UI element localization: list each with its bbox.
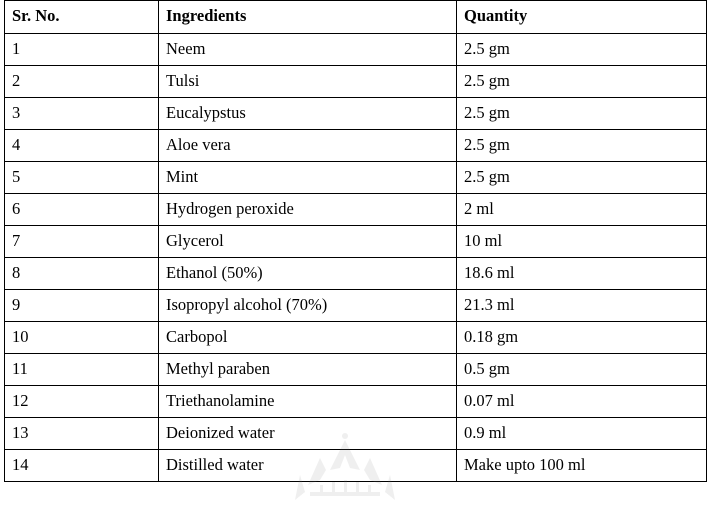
table-row (5, 34, 707, 66)
cell-ingredient: Triethanolamine (159, 386, 457, 418)
cell-quantity: 2.5 gm (457, 34, 707, 66)
table-row (5, 322, 707, 354)
cell-quantity: 10 ml (457, 226, 707, 258)
cell-sr-no: 12 (5, 386, 159, 418)
cell-sr-no: 10 (5, 322, 159, 354)
ingredients-table (4, 0, 707, 482)
cell-ingredient: Isopropyl alcohol (70%) (159, 290, 457, 322)
cell-sr-no: 4 (5, 130, 159, 162)
cell-ingredient: Deionized water (159, 418, 457, 450)
cell-sr-no: 3 (5, 98, 159, 130)
cell-quantity: 2.5 gm (457, 162, 707, 194)
header-quantity: Quantity (457, 1, 707, 34)
table-row (5, 130, 707, 162)
table-row (5, 66, 707, 98)
cell-ingredient: Ethanol (50%) (159, 258, 457, 290)
cell-quantity: 2 ml (457, 194, 707, 226)
cell-ingredient: Tulsi (159, 66, 457, 98)
table-row (5, 98, 707, 130)
cell-ingredient: Aloe vera (159, 130, 457, 162)
table-row (5, 162, 707, 194)
cell-quantity: 18.6 ml (457, 258, 707, 290)
cell-ingredient: Hydrogen peroxide (159, 194, 457, 226)
cell-ingredient: Distilled water (159, 450, 457, 482)
header-ingredients: Ingredients (159, 1, 457, 34)
table-row (5, 418, 707, 450)
cell-sr-no: 13 (5, 418, 159, 450)
cell-ingredient: Carbopol (159, 322, 457, 354)
cell-sr-no: 2 (5, 66, 159, 98)
cell-ingredient: Glycerol (159, 226, 457, 258)
header-sr-no: Sr. No. (5, 1, 159, 34)
cell-sr-no: 1 (5, 34, 159, 66)
table-row (5, 258, 707, 290)
table-row (5, 226, 707, 258)
cell-quantity: 0.5 gm (457, 354, 707, 386)
cell-ingredient: Mint (159, 162, 457, 194)
cell-sr-no: 5 (5, 162, 159, 194)
table-row (5, 194, 707, 226)
cell-quantity: 0.9 ml (457, 418, 707, 450)
table-row (5, 354, 707, 386)
table-row (5, 450, 707, 482)
cell-quantity: 2.5 gm (457, 98, 707, 130)
cell-ingredient: Neem (159, 34, 457, 66)
cell-sr-no: 6 (5, 194, 159, 226)
cell-sr-no: 7 (5, 226, 159, 258)
table-row (5, 386, 707, 418)
cell-sr-no: 14 (5, 450, 159, 482)
cell-quantity: 0.07 ml (457, 386, 707, 418)
cell-sr-no: 8 (5, 258, 159, 290)
cell-quantity: 0.18 gm (457, 322, 707, 354)
cell-quantity: Make upto 100 ml (457, 450, 707, 482)
cell-quantity: 2.5 gm (457, 66, 707, 98)
cell-sr-no: 11 (5, 354, 159, 386)
cell-quantity: 21.3 ml (457, 290, 707, 322)
header-row (5, 1, 707, 34)
cell-sr-no: 9 (5, 290, 159, 322)
cell-quantity: 2.5 gm (457, 130, 707, 162)
table-row (5, 290, 707, 322)
cell-ingredient: Eucalypstus (159, 98, 457, 130)
cell-ingredient: Methyl paraben (159, 354, 457, 386)
